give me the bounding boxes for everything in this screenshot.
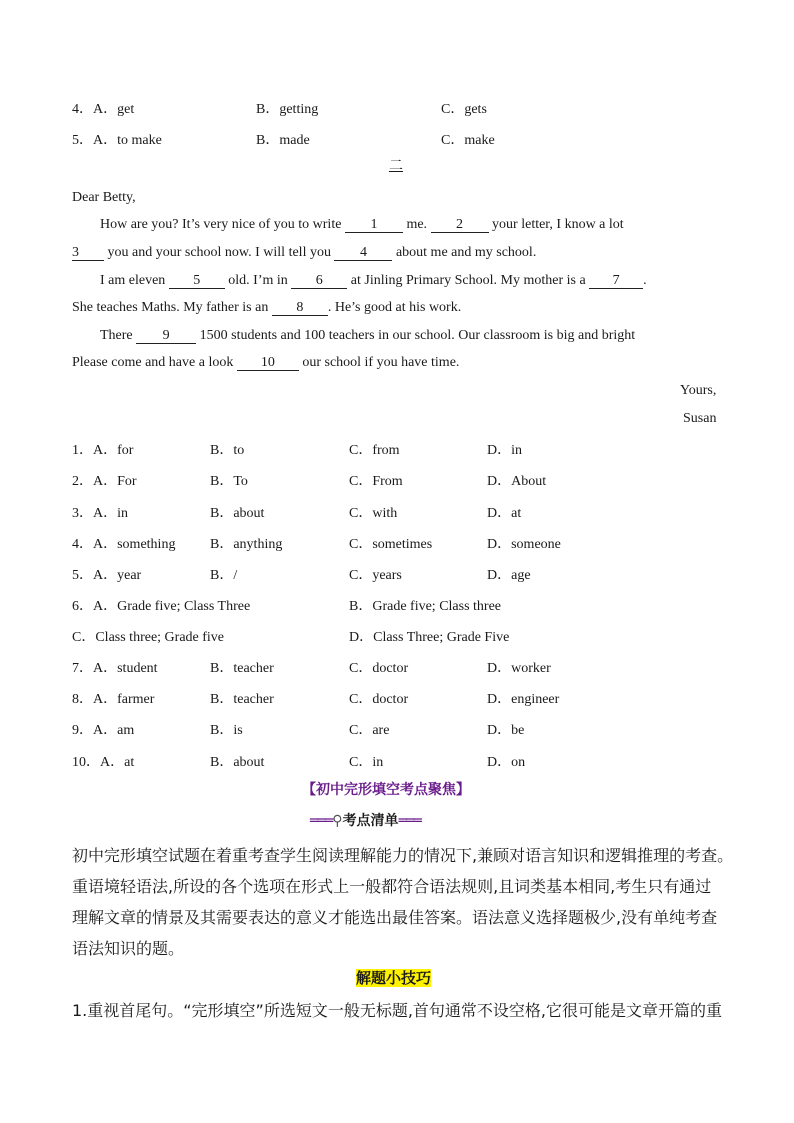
prev-q4-option-b: B．getting (256, 102, 319, 117)
prev-q5-option-b: B．made (256, 133, 310, 148)
focus-title: 【初中完形填空考点聚焦】 (302, 782, 470, 798)
blank-1: 1 (345, 218, 403, 233)
intro-line-4: 语法知识的题。 (72, 939, 185, 958)
blank-5: 5 (169, 274, 225, 289)
letter-line-1: How are you? It’s very nice of you to write 1 me. 2 your letter, I know a lot (100, 217, 624, 232)
question-1: 1．A．for (72, 443, 134, 458)
blank-4: 4 (334, 246, 392, 261)
prev-q5-option-c: C．make (441, 133, 495, 148)
blank-10: 10 (237, 356, 299, 371)
q10-option-c: C．in (349, 755, 384, 770)
letter-line-6: Please come and have a look 10 our school if you have time. (72, 355, 460, 370)
question-6: 6．A．Grade five; Class Three (72, 599, 251, 614)
q10-option-d: D．on (487, 755, 526, 770)
q9-option-d: D．be (487, 723, 525, 738)
question-4: 4．A．something (72, 537, 176, 552)
prev-question-5: 5．A．to make (72, 133, 162, 148)
section-marker: 二 (389, 159, 403, 174)
q10-option-b: B．about (210, 755, 265, 770)
letter-closing: Yours, (680, 383, 717, 398)
blank-9: 9 (136, 329, 196, 344)
q4-option-c: C．sometimes (349, 537, 433, 552)
q5-option-c: C．years (349, 568, 402, 583)
letter-line-5: There 9 1500 students and 100 teachers in our school. Our classroom is big and bright (100, 328, 636, 343)
q9-option-b: B．is (210, 723, 243, 738)
letter-line-4: She teaches Maths. My father is an 8 . He’s good at his work. (72, 300, 462, 315)
q8-option-d: D．engineer (487, 692, 560, 707)
q2-option-b: B．To (210, 474, 248, 489)
divider-left: ═══ (310, 813, 333, 829)
q7-option-d: D．worker (487, 661, 551, 676)
search-icon: ⚲ (332, 813, 343, 829)
q7-option-b: B．teacher (210, 661, 274, 676)
checklist-title: 考点清单 (342, 813, 399, 829)
q8-option-c: C．doctor (349, 692, 409, 707)
q1-option-d: D．in (487, 443, 522, 458)
q7-option-c: C．doctor (349, 661, 409, 676)
blank-8: 8 (272, 301, 328, 316)
tips-title: 解题小技巧 (356, 969, 432, 987)
q5-option-b: B．/ (210, 568, 238, 583)
blank-7: 7 (589, 274, 643, 289)
letter-greeting: Dear Betty, (72, 190, 136, 205)
question-10: 10．A．at (72, 755, 135, 770)
blank-6: 6 (291, 274, 347, 289)
letter-signature: Susan (683, 411, 717, 426)
q2-option-c: C．From (349, 474, 403, 489)
question-7: 7．A．student (72, 661, 158, 676)
intro-line-1: 初中完形填空试题在着重考查学生阅读理解能力的情况下,兼顾对语言知识和逻辑推理的考查。 (72, 846, 734, 865)
q6-option-b: B．Grade five; Class three (349, 599, 502, 614)
q9-option-c: C．are (349, 723, 390, 738)
q1-option-c: C．from (349, 443, 400, 458)
checklist-heading (310, 810, 421, 830)
q2-option-d: D．About (487, 474, 547, 489)
letter-line-2: 3 you and your school now. I will tell you 4 about me and my school. (72, 245, 537, 260)
question-5: 5．A．year (72, 568, 142, 583)
q3-option-c: C．with (349, 506, 398, 521)
question-3: 3．A．in (72, 506, 128, 521)
q3-option-d: D．at (487, 506, 522, 521)
divider-right: ═══ (398, 813, 421, 829)
q5-option-d: D．age (487, 568, 531, 583)
question-2: 2．A．For (72, 474, 137, 489)
question-8: 8．A．farmer (72, 692, 155, 707)
q6-option-d: D．Class Three; Grade Five (349, 630, 510, 645)
q1-option-b: B．to (210, 443, 245, 458)
letter-line-3: I am eleven 5 old. I’m in 6 at Jinling Primary School. My mother is a 7 . (100, 273, 647, 288)
question-9: 9．A．am (72, 723, 135, 738)
q4-option-d: D．someone (487, 537, 561, 552)
q4-option-b: B．anything (210, 537, 283, 552)
prev-q4-option-c: C．gets (441, 102, 487, 117)
blank-3: 3 (72, 246, 104, 261)
q3-option-b: B．about (210, 506, 265, 521)
tip-1: 1.重视首尾句。“完形填空”所选短文一般无标题,首句通常不设空格,它很可能是文章开篇的重 (72, 1001, 723, 1020)
intro-line-3: 理解文章的情景及其需要表达的意义才能选出最佳答案。语法意义选择题极少,没有单纯考查 (72, 908, 718, 927)
q6-option-c: C．Class three; Grade five (72, 630, 225, 645)
blank-2: 2 (431, 218, 489, 233)
q8-option-b: B．teacher (210, 692, 274, 707)
prev-question-4: 4．A．get (72, 102, 135, 117)
intro-line-2: 重语境轻语法,所设的各个选项在形式上一般都符合语法规则,且词类基本相同,考生只有通过 (72, 877, 712, 896)
